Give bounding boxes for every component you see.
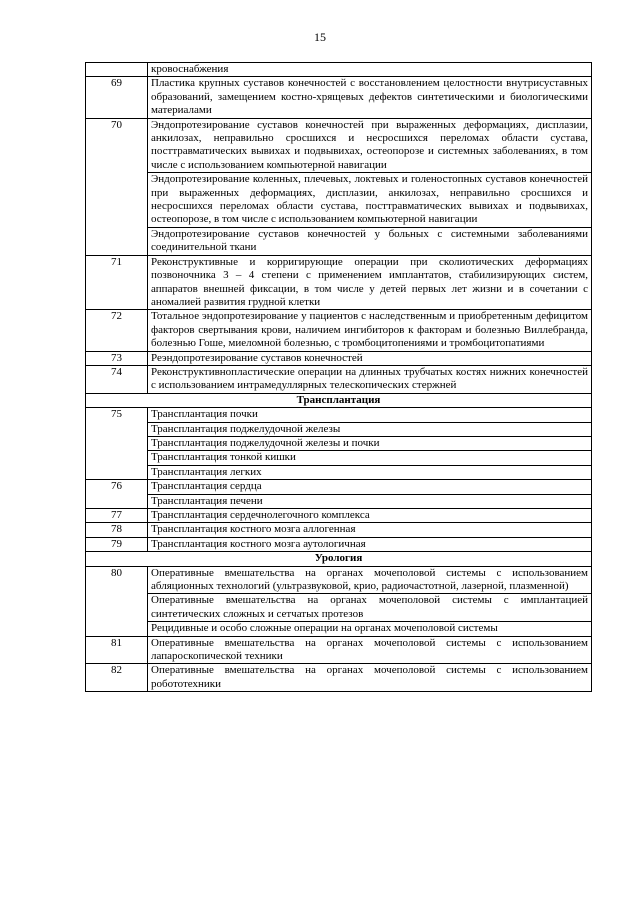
table-row (86, 636, 592, 664)
table-row (86, 494, 592, 508)
procedure-text: Трансплантация поджелудочной железы и почки (148, 436, 592, 450)
row-number: 72 (86, 310, 148, 351)
procedure-text: кровоснабжения (148, 63, 592, 77)
procedure-text: Оперативные вмешательства на органах мочеполовой системы с использованием абляционных технологий (ультразвуковой, крио, радиочастотной, лазерной, плазменной) (148, 566, 592, 594)
procedure-text: Эндопротезирование суставов конечностей при выраженных деформациях, дисплазии, анкилозах, неправильно сросшихся и несросшихся переломах области сустава, посттравматических вывихах и подвывихах, остеопорозе и системных заболеваниях, в том числе с использованием компьютерной навигации (148, 118, 592, 173)
table-row (86, 255, 592, 310)
procedure-text: Трансплантация тонкой кишки (148, 451, 592, 465)
table-row (86, 523, 592, 537)
procedure-text: Трансплантация легких (148, 465, 592, 479)
table-row (86, 118, 592, 173)
table-row (86, 594, 592, 622)
table-row (86, 77, 592, 118)
table-row (86, 436, 592, 450)
table-row (86, 622, 592, 636)
row-number: 81 (86, 636, 148, 664)
table-row (86, 664, 592, 692)
row-number: 71 (86, 255, 148, 310)
table-row (86, 465, 592, 479)
table-row (86, 310, 592, 351)
procedure-text: Оперативные вмешательства на органах мочеполовой системы с использованием робототехники (148, 664, 592, 692)
procedure-text: Рецидивные и особо сложные операции на органах мочеполовой системы (148, 622, 592, 636)
procedure-text: Реэндопротезирование суставов конечностей (148, 351, 592, 365)
procedure-text: Реконструктивнопластические операции на длинных трубчатых костях нижних конечностей с использованием интрамедуллярных телескопических стержней (148, 365, 592, 393)
table-row (86, 480, 592, 494)
table-row (86, 408, 592, 422)
section-header-row (86, 552, 592, 566)
row-number: 78 (86, 523, 148, 537)
row-number-cell (86, 63, 148, 77)
procedure-text: Трансплантация костного мозга аутологичная (148, 537, 592, 551)
page-number: 15 (314, 30, 326, 44)
procedures-table-body (86, 63, 592, 692)
procedure-text: Трансплантация почки (148, 408, 592, 422)
table-row (86, 351, 592, 365)
procedure-text: Эндопротезирование коленных, плечевых, локтевых и голеностопных суставов конечностей при выраженных деформациях, дисплазии, анкилозах, неправильно сросшихся и несросшихся переломах области сустава, посттравматических вывихах и подвывихах, остеопорозе, в том числе с использованием компьютерной навигации (148, 173, 592, 228)
procedure-text: Трансплантация печени (148, 494, 592, 508)
procedure-text: Трансплантация костного мозга аллогенная (148, 523, 592, 537)
table-row (86, 451, 592, 465)
table-row (86, 509, 592, 523)
table-row (86, 173, 592, 228)
table-row (86, 566, 592, 594)
procedure-text: Пластика крупных суставов конечностей с восстановлением целостности внутрисуставных образований, замещением костно-хрящевых дефектов синтетическими и биологическими материалами (148, 77, 592, 118)
table-row (86, 537, 592, 551)
row-number: 76 (86, 480, 148, 509)
procedure-text: Трансплантация сердца (148, 480, 592, 494)
table-row-continuation (86, 63, 592, 77)
row-number: 80 (86, 566, 148, 636)
procedure-text: Эндопротезирование суставов конечностей у больных с системными заболеваниями соединительной ткани (148, 227, 592, 255)
procedure-text: Трансплантация поджелудочной железы (148, 422, 592, 436)
row-number: 74 (86, 365, 148, 393)
row-number: 82 (86, 664, 148, 692)
row-number: 70 (86, 118, 148, 255)
procedure-text: Оперативные вмешательства на органах мочеполовой системы с использованием лапароскопической техники (148, 636, 592, 664)
table-row (86, 365, 592, 393)
procedure-text: Тотальное эндопротезирование у пациентов с наследственным и приобретенным дефицитом факторов свертывания крови, наличием ингибиторов к факторам и болезнью Виллебранда, болезнью Гоше, миеломной болезнью, с тромбоцитопениями и тромбоцитопатиями (148, 310, 592, 351)
section-title: Урология (86, 552, 592, 566)
section-header-row (86, 393, 592, 407)
table-row (86, 422, 592, 436)
row-number: 69 (86, 77, 148, 118)
procedure-text: Трансплантация сердечнолегочного комплекса (148, 509, 592, 523)
row-number: 77 (86, 509, 148, 523)
section-title: Трансплантация (86, 393, 592, 407)
table-row (86, 227, 592, 255)
row-number: 79 (86, 537, 148, 551)
procedure-text: Оперативные вмешательства на органах мочеполовой системы с имплантацией синтетических сложных и сетчатых протезов (148, 594, 592, 622)
row-number: 75 (86, 408, 148, 480)
row-number: 73 (86, 351, 148, 365)
procedure-text: Реконструктивные и корригирующие операции при сколиотических деформациях позвоночника 3 – 4 степени с применением имплантатов, стабилизирующих систем, аппаратов внешней фиксации, в том числе у детей первых лет жизни и в сочетании с аномалией развития грудной клетки (148, 255, 592, 310)
procedures-table (85, 62, 592, 692)
